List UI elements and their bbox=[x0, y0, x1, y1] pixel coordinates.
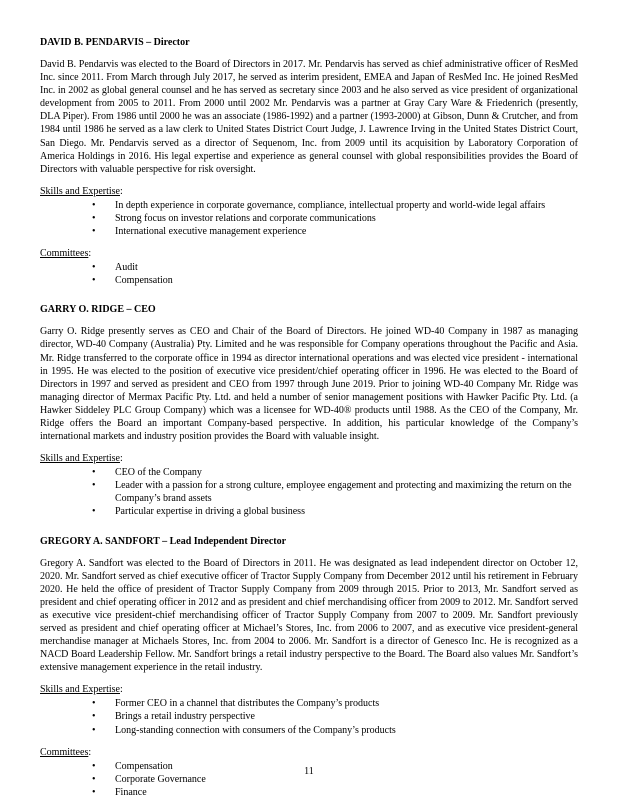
director-section-ridge bbox=[40, 303, 578, 518]
committee-item: • Audit bbox=[40, 261, 578, 274]
page-number: 11 bbox=[304, 766, 314, 777]
skills-label: Skills and Expertise bbox=[40, 185, 120, 197]
director-bio: David B. Pendarvis was elected to the Board of Directors in 2017. Mr. Pendarvis has served as chief administrative officer of ResMed Inc. since 2011. From March through July 2017, he served as interim president, EMEA and Japan of ResMed Inc. He joined ResMed Inc. in 2002 as global general counsel and he has served as secretary since 2003 and he also served as vice president of organizational development from 2005 to 2011. From 2000 until 2002 Mr. Pendarvis was a partner at Gray Cary Ware & Friedenrich (presently, DLA Piper). From 1986 until 2000 he was an associate (1986-1992) and a partner (1993-2000) at Gibson, Dunn & Crutcher, and from 1984 until 1986 he served as a law clerk to United States District Court Judge, J. Lawrence Irving in the United States District Court, San Diego. Mr. Pendarvis served as a director of Sequenom, Inc. from 2009 until its acquisition by Laboratory Corporation of America Holdings in 2016. His legal expertise and experience as general counsel with global responsibilities provides the Board of Directors with valuable perspective for risk oversight. bbox=[40, 59, 578, 175]
skills-label: Skills and Expertise bbox=[40, 684, 120, 696]
skill-item: • Long-standing connection with consumers of the Company’s products bbox=[40, 724, 578, 737]
skill-item: • Brings a retail industry perspective bbox=[40, 710, 578, 723]
skill-item: • Particular expertise in driving a global business bbox=[40, 505, 578, 518]
committees-label-line bbox=[40, 746, 578, 759]
skill-item: • Former CEO in a channel that distributes the Company’s products bbox=[40, 697, 578, 710]
skills-list bbox=[40, 697, 578, 736]
skill-item: • Leader with a passion for a strong culture, employee engagement and protecting and maximizing the return on the Company’s brand assets bbox=[40, 479, 578, 505]
colon: : bbox=[88, 248, 92, 260]
committees-label: Committees bbox=[40, 248, 89, 260]
skill-item: • In depth experience in corporate governance, compliance, intellectual property and world-wide legal affairs bbox=[40, 199, 578, 212]
director-section-pendarvis bbox=[40, 36, 578, 287]
section-heading: GREGORY A. SANDFORT – Lead Independent Director bbox=[40, 535, 287, 547]
committees-label-line bbox=[40, 247, 578, 260]
section-heading: GARRY O. RIDGE – CEO bbox=[40, 304, 156, 316]
colon: : bbox=[88, 746, 92, 758]
skill-item: • Strong focus on investor relations and corporate communications bbox=[40, 212, 578, 225]
skills-label-line bbox=[40, 185, 578, 198]
section-heading: DAVID B. PENDARVIS – Director bbox=[40, 37, 190, 48]
committee-item: • Finance bbox=[40, 786, 578, 799]
committee-item: • Compensation bbox=[40, 760, 578, 773]
committee-item: • Corporate Governance bbox=[40, 773, 578, 786]
skills-list bbox=[40, 466, 578, 518]
skills-label-line bbox=[40, 683, 578, 696]
skills-label: Skills and Expertise bbox=[40, 453, 120, 465]
director-bio: Garry O. Ridge presently serves as CEO and Chair of the Board of Directors. He joined WD-40 Company in 1987 as managing director, WD-40 Company (Australia) Pty. Limited and he was responsible for Company operations throughout the Pacific and Asia. Mr. Ridge transferred to the corporate office in 1994 as director international operations and was elected vice president - international in 1995. He was elected to the position of executive vice president/chief operating officer in 1996. He was elected to the Board of Directors in 1997 and served as president and CEO from 1997 through June 2019. Prior to joining WD-40 Company Mr. Ridge was managing director of Mermax Pacific Pty. Ltd. and held a number of senior management positions with Hawker Pacific Pty. Ltd. (a Hawker Siddeley PLC Group Company) which was a licensee for WD-40® products until 1988. As the CEO of the Company, Mr. Ridge offers the Board an important Company-based perspective. In addition, his particular knowledge of the Company’s international markets and industry position provides the Board with valuable insight. bbox=[40, 326, 578, 443]
colon: : bbox=[120, 684, 123, 696]
director-section-sandfort bbox=[40, 535, 578, 799]
director-bio: Gregory A. Sandfort was elected to the Board of Directors in 2011. He was designated as lead independent director on October 12, 2020. Mr. Sandfort served as chief executive officer of Tractor Supply Company from December 2012 until his retirement in February 2020. He held the office of president of Tractor Supply Company from 2009 through 2015. Prior to 2013, Mr. Sandfort served as president and chief operating officer in 2012 and as president and chief merchandising officer from 2009 to 2012. Mr. Sandfort served as executive vice president-chief merchandising officer of Tractor Supply Company from 2007 to 2009. Mr. Sandfort previously served as president and chief operating officer at Michael’s Stores, Inc. from 2006 to 2007, and as executive vice president-general merchandise manager at Michaels Stores, Inc. from 2004 to 2006. Mr. Sandfort is a director of Genesco Inc. He is recognized as a NACD Board Leadership Fellow. Mr. Sandfort brings a retail industry perspective to the Board. The Board also values Mr. Sandfort’s extensive management experience in the retail industry. bbox=[40, 557, 578, 674]
skill-item: • CEO of the Company bbox=[40, 466, 578, 479]
skill-item: • International executive management experience bbox=[40, 225, 578, 238]
skills-label-line bbox=[40, 452, 578, 465]
skills-list bbox=[40, 199, 578, 238]
committees-list bbox=[40, 261, 578, 287]
colon: : bbox=[120, 185, 123, 197]
committees-label: Committees bbox=[40, 746, 89, 758]
colon: : bbox=[120, 453, 123, 465]
committee-item: • Compensation bbox=[40, 274, 578, 287]
